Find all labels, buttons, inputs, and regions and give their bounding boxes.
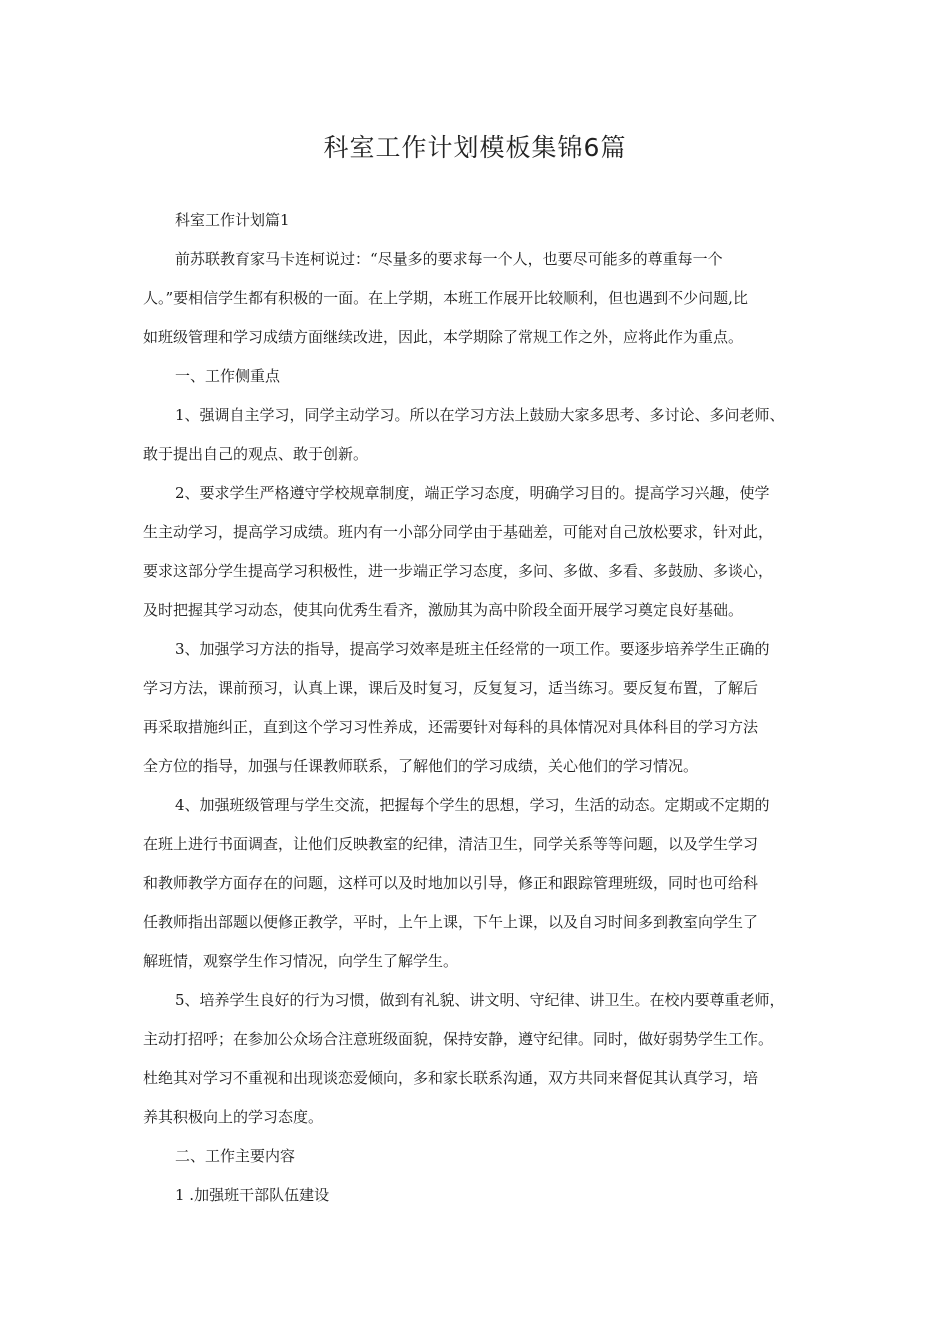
part1-heading: 一、工作侧重点: [175, 367, 281, 385]
item1-paragraph: [143, 396, 813, 474]
paragraph-line: 解班情，观察学生作习情况，向学生了解学生。: [143, 952, 459, 970]
paragraph-line: 主动打招呼；在参加公众场合注意班级面貌，保持安静，遵守纪律。同时，做好弱势学生工作。: [143, 1030, 774, 1048]
paragraph-line: 要求这部分学生提高学习积极性，进一步端正学习态度，多问、多做、多看、多鼓励、多谈心，: [143, 562, 774, 580]
paragraph-line: 如班级管理和学习成绩方面继续改进，因此，本学期除了常规工作之外，应将此作为重点。: [143, 328, 744, 346]
paragraph-line: 再采取措施纠正，直到这个学习习性养成，还需要针对每科的具体情况对具体科目的学习方法: [143, 718, 759, 736]
intro-paragraph: [143, 240, 813, 357]
paragraph-line: 在班上进行书面调查，让他们反映教室的纪律，清洁卫生，同学关系等等问题，以及学生学习: [143, 835, 759, 853]
item2-paragraph: [143, 474, 813, 630]
paragraph-line: 前苏联教育家马卡连柯说过：“尽量多的要求每一个人，也要尽可能多的尊重每一个: [175, 250, 723, 268]
paragraph-line: 敢于提出自己的观点、敢于创新。: [143, 445, 369, 463]
paragraph-line: 和教师教学方面存在的问题，这样可以及时地加以引导，修正和跟踪管理班级，同时也可给科: [143, 874, 759, 892]
item3-paragraph: [143, 630, 813, 786]
paragraph-line: 3、加强学习方法的指导，提高学习效率是班主任经常的一项工作。要逐步培养学生正确的: [175, 640, 770, 658]
item5-paragraph: [143, 981, 813, 1137]
paragraph-line: 1、强调自主学习，同学主动学习。所以在学习方法上鼓励大家多思考、多讨论、多问老师、: [175, 406, 785, 424]
paragraph-line: 生主动学习，提高学习成绩。班内有一小部分同学由于基础差，可能对自己放松要求，针对此，: [143, 523, 774, 541]
document-title: 科室工作计划模板集锦6篇: [323, 133, 627, 162]
paragraph-line: 4、加强班级管理与学生交流，把握每个学生的思想，学习，生活的动态。定期或不定期的: [175, 796, 770, 814]
paragraph-line: 5、培养学生良好的行为习惯，做到有礼貌、讲文明、守纪律、讲卫生。在校内要尊重老师，: [175, 991, 785, 1009]
paragraph-line: 人。”要相信学生都有积极的一面。在上学期，本班工作展开比较顺利，但也遇到不少问题,比: [143, 289, 748, 307]
part2-heading: 二、工作主要内容: [175, 1147, 296, 1165]
paragraph-line: 及时把握其学习动态，使其向优秀生看齐，激励其为高中阶段全面开展学习奠定良好基础。: [143, 601, 744, 619]
item4-paragraph: [143, 786, 813, 981]
sub1-heading: 1 .加强班干部队伍建设: [175, 1186, 330, 1204]
paragraph-line: 学习方法，课前预习，认真上课，课后及时复习，反复复习，适当练习。要反复布置，了解后: [143, 679, 759, 697]
paragraph-line: 杜绝其对学习不重视和出现谈恋爱倾向，多和家长联系沟通，双方共同来督促其认真学习，培: [143, 1069, 759, 1087]
document-body: [143, 201, 813, 1215]
paragraph-line: 任教师指出部题以便修正教学，平时，上午上课，下午上课，以及自习时间多到教室向学生了: [143, 913, 759, 931]
paragraph-line: 养其积极向上的学习态度。: [143, 1108, 324, 1126]
paragraph-line: 全方位的指导，加强与任课教师联系，了解他们的学习成绩，关心他们的学习情况。: [143, 757, 699, 775]
paragraph-line: 2、要求学生严格遵守学校规章制度，端正学习态度，明确学习目的。提高学习兴趣，使学: [175, 484, 770, 502]
section-heading: 科室工作计划篇1: [175, 211, 290, 229]
